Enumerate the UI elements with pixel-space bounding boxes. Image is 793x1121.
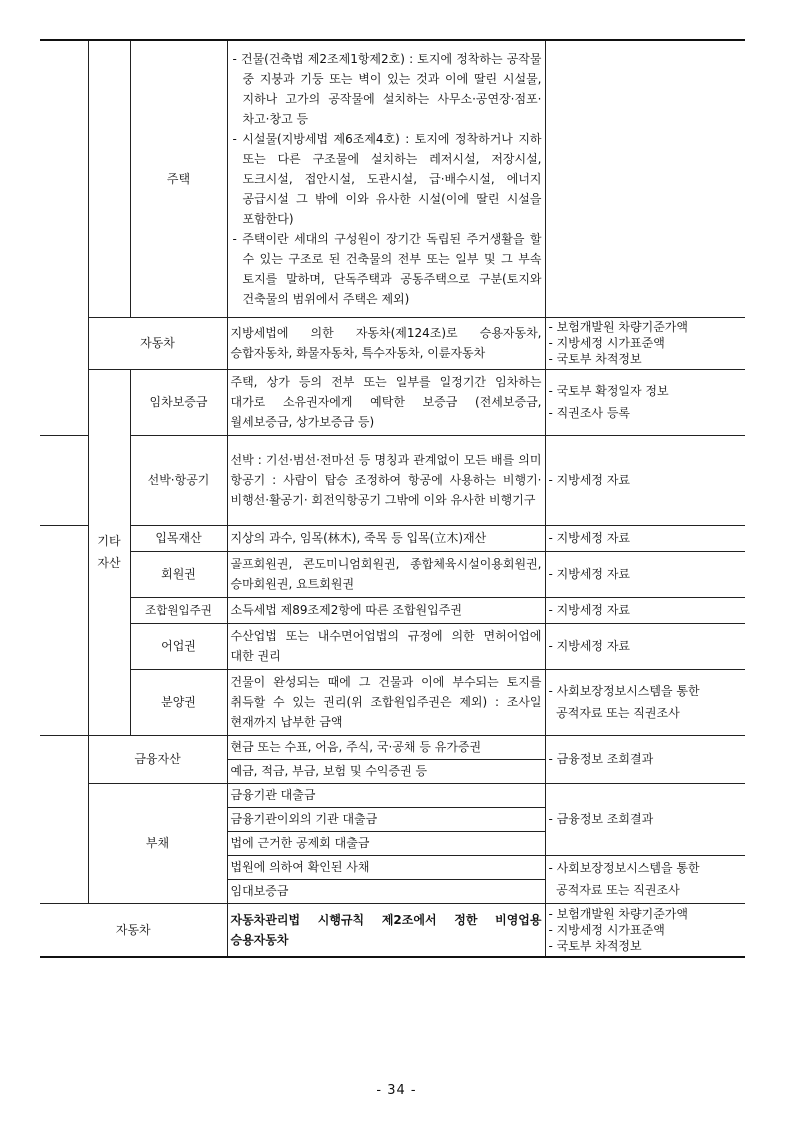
debt-item: 금융기관이외의 기관 대출금 <box>227 807 545 831</box>
financial-source: - 금융정보 조회결과 <box>545 735 745 783</box>
lease-deposit-source <box>545 369 745 435</box>
debt-label: 부채 <box>88 783 227 903</box>
source-line: - 직권조사 등록 <box>548 406 631 420</box>
presale-right-label: 분양권 <box>130 669 227 735</box>
membership-source: - 지방세정 자료 <box>545 551 745 597</box>
source-line: - 사회보장정보시스템을 통한 <box>548 861 700 875</box>
house-bullet-housing: - 주택이란 세대의 구성원이 장기간 독립된 주거생활을 할 수 있는 구조로 된 건축물의 전부 또는 일부 및 그 부속 토지를 말하며, 단독주택과 공동주택으로 구분(토지와 건축물의 범위에서 주택은 제외) <box>232 231 542 306</box>
empty-left-cell <box>40 40 88 435</box>
standing-timber-description: 지상의 과수, 임목(林木), 죽목 등 입목(立木)재산 <box>227 525 545 551</box>
house-label: 주택 <box>130 40 227 317</box>
membership-label: 회원권 <box>130 551 227 597</box>
bottom-vehicle-label: 자동차 <box>40 903 227 957</box>
debt-item: 금융기관 대출금 <box>227 783 545 807</box>
financial-label: 금융자산 <box>88 735 227 783</box>
page-number: - 34 - <box>376 1083 417 1098</box>
source-line: - 국토부 차적정보 <box>548 352 642 366</box>
empty-left-cell <box>40 735 88 903</box>
empty-sub-cell <box>88 40 130 317</box>
asset-criteria-table <box>40 39 745 958</box>
financial-item: 예금, 적금, 부금, 보험 및 수익증권 등 <box>227 759 545 783</box>
vehicle-description: 지방세법에 의한 자동차(제124조)로 승용자동차, 승합자동차, 화물자동차, 특수자동차, 이륜자동차 <box>227 317 545 369</box>
lease-deposit-label: 임차보증금 <box>130 369 227 435</box>
bottom-vehicle-source <box>545 903 745 957</box>
source-line: - 국토부 확정일자 정보 <box>548 384 669 398</box>
union-occupancy-description: 소득세법 제89조제2항에 따른 조합원입주권 <box>227 597 545 623</box>
empty-left-cell <box>40 525 88 735</box>
source-line: 공적자료 또는 직권조사 <box>548 883 680 897</box>
debt-item: 임대보증금 <box>227 879 545 903</box>
union-occupancy-source: - 지방세정 자료 <box>545 597 745 623</box>
fishery-right-description: 수산업법 또는 내수면어업법의 규정에 의한 면허어업에 대한 권리 <box>227 623 545 669</box>
ship-aircraft-source: - 지방세정 자료 <box>545 435 745 525</box>
house-description <box>227 40 545 317</box>
ship-aircraft-description: 선박 : 기선·범선·전마선 등 명칭과 관계없이 모든 배를 의미 항공기 : 사람이 탑승 조정하여 항공에 사용하는 비행기·비행선·활공기· 회전익항공기 그밖에 이와 유사한 비행기구 <box>227 435 545 525</box>
debt-source-finance: - 금융정보 조회결과 <box>545 783 745 855</box>
source-line: - 국토부 차적정보 <box>548 938 642 953</box>
union-occupancy-label: 조합원입주권 <box>130 597 227 623</box>
source-line: - 사회보장정보시스템을 통한 <box>548 684 700 698</box>
empty-left-cell <box>40 435 88 525</box>
source-line: - 보험개발원 차량기준가액 <box>548 320 688 334</box>
membership-description: 골프회원권, 콘도미니엄회원권, 종합체육시설이용회원권, 승마회원권, 요트회원권 <box>227 551 545 597</box>
source-line: - 지방세정 시가표준액 <box>548 336 665 350</box>
house-bullet-facility: - 시설물(지방세법 제6조제4호) : 토지에 정착하거나 지하 또는 다른 구조물에 설치하는 레저시설, 저장시설, 도크시설, 접안시설, 도관시설, 급·배수시설, 에너지 공급시설 그 밖에 이와 유사한 시설(이에 딸린 시설을 포함한다) <box>232 131 542 226</box>
presale-right-description: 건물이 완성되는 때에 그 건물과 이에 부수되는 토지를 취득할 수 있는 권리(위 조합원입주권은 제외) : 조사일 현재까지 납부한 금액 <box>227 669 545 735</box>
house-source <box>545 40 745 317</box>
vehicle-source <box>545 317 745 369</box>
other-assets-label <box>88 369 130 735</box>
fishery-right-label: 어업권 <box>130 623 227 669</box>
source-line: - 지방세정 시가표준액 <box>548 922 665 937</box>
lease-deposit-description: 주택, 상가 등의 전부 또는 일부를 일정기간 임차하는 대가로 소유권자에게 예탁한 보증금 (전세보증금, 월세보증금, 상가보증금 등) <box>227 369 545 435</box>
ship-aircraft-label: 선박·항공기 <box>130 435 227 525</box>
presale-right-source <box>545 669 745 735</box>
debt-item: 법에 근거한 공제회 대출금 <box>227 831 545 855</box>
source-line: - 보험개발원 차량기준가액 <box>548 906 688 921</box>
vehicle-label: 자동차 <box>88 317 227 369</box>
house-bullet-building: - 건물(건축법 제2조제1항제2호) : 토지에 정착하는 공작물 중 지붕과 기둥 또는 벽이 있는 것과 이에 딸린 시설물, 지하나 고가의 공작물에 설치하는 사무소·공연장·점포·차고·창고 등 <box>232 51 542 126</box>
financial-item: 현금 또는 수표, 어음, 주식, 국·공채 등 유가증권 <box>227 735 545 759</box>
fishery-right-source: - 지방세정 자료 <box>545 623 745 669</box>
standing-timber-label: 입목재산 <box>130 525 227 551</box>
standing-timber-source: - 지방세정 자료 <box>545 525 745 551</box>
debt-item: 법원에 의하여 확인된 사채 <box>227 855 545 879</box>
debt-source-social <box>545 855 745 903</box>
other-assets-label-text: 기타 자산 <box>97 534 121 570</box>
bottom-vehicle-description: 자동차관리법 시행규칙 제2조에서 정한 비영업용 승용자동차 <box>227 903 545 957</box>
source-line: 공적자료 또는 직권조사 <box>548 706 680 720</box>
